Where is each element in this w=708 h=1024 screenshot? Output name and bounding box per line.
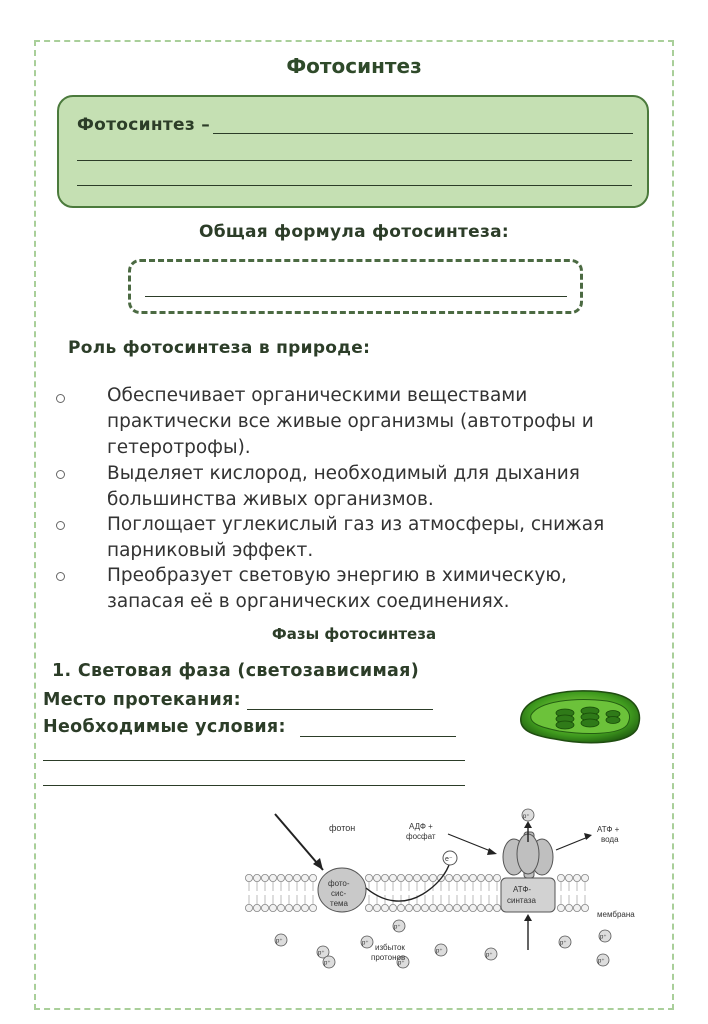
lipid-head — [581, 874, 588, 881]
lipid-head — [565, 904, 572, 911]
lipid-head — [381, 874, 388, 881]
proton-label: p⁺ — [276, 938, 283, 945]
lipid-head — [573, 874, 580, 881]
atp-synthase-label-1: АТФ- — [513, 885, 532, 894]
atp-label-1: АТФ + — [597, 825, 620, 834]
lipid-head — [261, 904, 268, 911]
lipid-head — [245, 874, 252, 881]
proton-label: p⁺ — [598, 958, 605, 965]
lipid-head — [277, 874, 284, 881]
lipid-head — [245, 904, 252, 911]
page-title: Фотосинтез — [286, 54, 422, 78]
lipid-head — [309, 904, 316, 911]
lipid-head — [421, 904, 428, 911]
chloroplast-image — [515, 685, 645, 747]
lipid-head — [397, 874, 404, 881]
lipid-head — [301, 874, 308, 881]
place-label: Место протекания: — [43, 690, 241, 710]
lipid-head — [253, 874, 260, 881]
proton-label: p⁺ — [318, 950, 325, 957]
atp-synthase — [501, 878, 555, 912]
circle-bullet-icon — [56, 572, 65, 581]
lipid-head — [269, 874, 276, 881]
lipid-head — [429, 904, 436, 911]
lipid-head — [389, 874, 396, 881]
proton-excess-label-1: избыток — [375, 943, 405, 952]
lipid-head — [413, 874, 420, 881]
proton-excess-label-2: протонов — [371, 953, 406, 962]
lipid-head — [469, 904, 476, 911]
lipid-head — [365, 874, 372, 881]
phases-title: Фазы фотосинтеза — [271, 625, 437, 643]
extra-answer-line-1[interactable] — [43, 760, 465, 761]
membrane-label: мембрана — [597, 910, 635, 919]
adp-label-2: фосфат — [406, 832, 436, 841]
protons-below — [275, 920, 611, 968]
atp-arrowhead — [584, 833, 592, 840]
lipid-head — [309, 874, 316, 881]
photosystem-label-1: фото- — [328, 879, 350, 888]
definition-box — [57, 95, 649, 208]
lipid-head — [301, 904, 308, 911]
role-item-text: Преобразует световую энергию в химическую, запасая её в органических соединениях. — [107, 565, 567, 612]
lipid-head — [493, 904, 500, 911]
formula-answer-line[interactable] — [145, 296, 567, 297]
lipid-head — [477, 904, 484, 911]
lipid-head — [373, 874, 380, 881]
lipid-head — [413, 904, 420, 911]
lipid-head — [277, 904, 284, 911]
formula-box — [128, 259, 583, 314]
lipid-head — [261, 874, 268, 881]
lipid-head — [429, 874, 436, 881]
role-item-text: Выделяет кислород, необходимый для дыхания большинства живых организмов. — [107, 463, 580, 510]
adp-label-1: АДФ + — [409, 822, 433, 831]
place-answer-line[interactable] — [247, 709, 433, 710]
lipid-head — [365, 904, 372, 911]
proton-label: p⁺ — [436, 948, 443, 955]
lipid-head — [381, 904, 388, 911]
lipid-head — [445, 874, 452, 881]
lipid-head — [437, 904, 444, 911]
lipid-head — [565, 874, 572, 881]
lipid-head — [389, 904, 396, 911]
lipid-head — [461, 904, 468, 911]
proton-in-arrowhead — [524, 914, 532, 921]
lipid-head — [293, 874, 300, 881]
lipid-head — [453, 874, 460, 881]
role-item-text: Поглощает углекислый газ из атмосферы, снижая парниковый эффект. — [107, 514, 605, 561]
lipid-head — [485, 874, 492, 881]
proton-label: p⁺ — [394, 924, 401, 931]
lipid-head — [253, 904, 260, 911]
role-item-text: Обеспечивает органическими веществами практически все живые организмы (автотрофы и гетеротрофы). — [107, 385, 594, 458]
atp-arrow — [556, 837, 588, 850]
lipid-head — [373, 904, 380, 911]
light-phase-diagram — [243, 802, 663, 972]
photon-arrow — [275, 814, 323, 870]
lipid-head — [405, 904, 412, 911]
lipid-head — [477, 874, 484, 881]
lipid-head — [421, 874, 428, 881]
definition-answer-line-2[interactable] — [77, 160, 632, 161]
extra-answer-line-2[interactable] — [43, 785, 465, 786]
lipid-head — [557, 904, 564, 911]
definition-answer-line-3[interactable] — [77, 185, 632, 186]
circle-bullet-icon — [56, 470, 65, 479]
lipid-head — [445, 904, 452, 911]
definition-answer-line-1[interactable] — [213, 133, 633, 134]
lipid-head — [573, 904, 580, 911]
proton-label: p⁺ — [362, 940, 369, 947]
proton-label: p⁺ — [398, 960, 405, 967]
atp-synthase-label-2: синтаза — [507, 896, 536, 905]
atp-label-2: вода — [601, 835, 619, 844]
lipid-head — [285, 904, 292, 911]
proton-label: p⁺ — [600, 934, 607, 941]
electron-label: e⁻ — [445, 856, 453, 863]
photon-label: фотон — [329, 823, 356, 833]
lipid-head — [557, 874, 564, 881]
conditions-label: Необходимые условия: — [43, 717, 286, 737]
photosystem-label-3: тема — [330, 899, 348, 908]
proton-top-label: p⁺ — [523, 814, 530, 820]
lipid-head — [293, 904, 300, 911]
role-title: Роль фотосинтеза в природе: — [68, 338, 371, 358]
lipid-head — [581, 904, 588, 911]
circle-bullet-icon — [56, 521, 65, 530]
formula-title: Общая формула фотосинтеза: — [198, 222, 510, 242]
proton-up-arrowhead — [524, 821, 532, 828]
adp-arrow — [448, 834, 493, 852]
lipid-head — [405, 874, 412, 881]
definition-label: Фотосинтез – — [77, 115, 211, 135]
lipid-head — [461, 874, 468, 881]
lipid-head — [285, 874, 292, 881]
lipid-head — [485, 904, 492, 911]
lipid-head — [269, 904, 276, 911]
lipid-head — [453, 904, 460, 911]
phase1-title: 1. Световая фаза (светозависимая) — [52, 661, 420, 681]
lipid-head — [493, 874, 500, 881]
proton-label: p⁺ — [486, 952, 493, 959]
lipid-head — [469, 874, 476, 881]
conditions-answer-line[interactable] — [300, 736, 456, 737]
lipid-head — [397, 904, 404, 911]
circle-bullet-icon — [56, 394, 65, 403]
proton-label: p⁺ — [560, 940, 567, 947]
adp-arrowhead — [487, 848, 497, 855]
photosystem-label-2: сис- — [331, 889, 347, 898]
proton-label: p⁺ — [324, 960, 331, 967]
